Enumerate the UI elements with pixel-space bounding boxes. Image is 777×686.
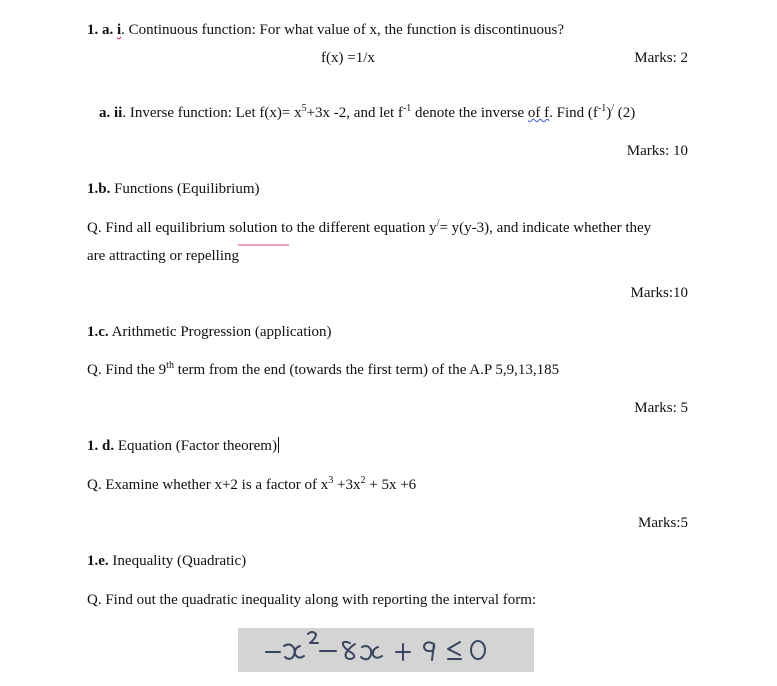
q1aii-number: a. ii xyxy=(99,105,123,121)
q1b-text-1: Q. Find all equilibrium solution to the different equation y xyxy=(87,220,437,236)
q1b-number: 1.b. xyxy=(87,181,111,197)
q1d-sup-3: 3 xyxy=(328,475,334,486)
q1aii-text-4: . Find (f xyxy=(549,105,598,121)
q1d-text-1: Q. Examine whether x+2 is a factor of x xyxy=(87,477,329,493)
q1aii-sup-inv: -1 xyxy=(402,103,412,114)
q1b-text-2: = y(y-3), and indicate whether they xyxy=(439,220,652,236)
q1c-sup-th: th xyxy=(166,360,174,371)
q1c-heading xyxy=(87,323,332,341)
q1e-question: Q. Find out the quadratic inequality along with reporting the interval form: xyxy=(87,592,537,608)
q1ai-formula: f(x) =1/x xyxy=(321,50,375,66)
q1ai-text: . Continuous function: For what value of x, the function is discontinuous? xyxy=(121,22,565,38)
q1aii-text-5: ) xyxy=(606,105,612,121)
q1d-sup-2: 2 xyxy=(360,475,366,486)
q1aii-text-3: denote the inverse xyxy=(411,105,528,121)
q1d-number: 1. d. xyxy=(87,438,115,454)
q1d-question xyxy=(87,476,416,494)
q1ai-number: 1. a. xyxy=(87,22,114,38)
q1ai-roman: i xyxy=(117,22,122,38)
q1aii-sup-5: 5 xyxy=(301,103,307,114)
handwritten-inequality-image xyxy=(238,628,534,672)
q1b-title: Functions (Equilibrium) xyxy=(110,181,260,197)
q1ai-marks: Marks: 2 xyxy=(634,50,688,66)
q1c-title: Arithmetic Progression (application) xyxy=(108,324,332,340)
q1d-marks: Marks:5 xyxy=(638,515,688,531)
q1e-number: 1.e. xyxy=(87,553,109,569)
q1e-heading xyxy=(87,552,246,570)
q1aii-of-f: of f xyxy=(527,105,550,121)
q1c-number: 1.c. xyxy=(87,324,109,340)
q1e-title: Inequality (Quadratic) xyxy=(108,553,247,569)
q1aii-text-6: (2) xyxy=(614,105,636,121)
q1b-question-line-2: are attracting or repelling xyxy=(87,248,240,264)
q1d-heading xyxy=(87,437,279,455)
q1aii-line xyxy=(99,104,635,122)
q1b-heading xyxy=(87,180,260,198)
q1c-text-2: term from the end (towards the first term) of the A.P 5,9,13,185 xyxy=(173,362,560,378)
q1d-text-3: + 5x +6 xyxy=(365,477,417,493)
q1b-prime: / xyxy=(436,218,440,229)
handwritten-inequality-drawing xyxy=(238,628,534,672)
q1aii-sup-inv-2: -1 xyxy=(597,103,607,114)
q1aii-text-2: +3x -2, and let f xyxy=(306,105,403,121)
text-cursor xyxy=(278,437,279,453)
q1b-question-line-1 xyxy=(87,219,651,237)
q1d-text-2: +3x xyxy=(333,477,361,493)
q1aii-text-1: . Inverse function: Let f(x)= x xyxy=(122,105,302,121)
q1aii-sup-prime: / xyxy=(611,103,615,114)
q1aii-marks: Marks: 10 xyxy=(626,143,688,159)
q1ai-line xyxy=(87,21,564,39)
q1c-question xyxy=(87,361,559,379)
q1d-title: Equation (Factor theorem) xyxy=(114,438,277,454)
q1c-marks: Marks: 5 xyxy=(634,400,688,416)
q1b-marks: Marks:10 xyxy=(630,285,688,301)
q1c-text-1: Q. Find the 9 xyxy=(87,362,167,378)
spellcheck-underline xyxy=(238,244,289,246)
